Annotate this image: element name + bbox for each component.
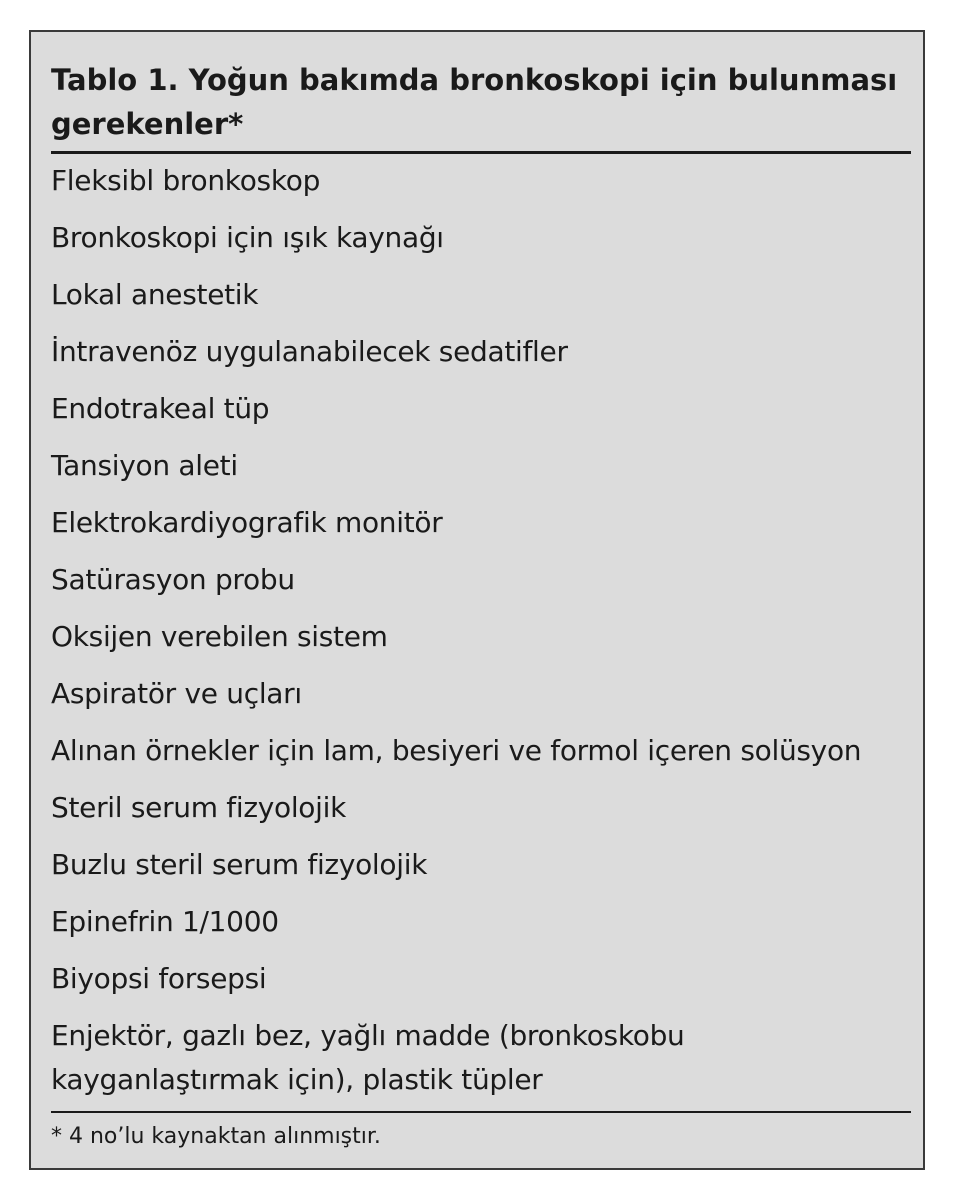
list-item: Epinefrin 1/1000 [51, 905, 279, 938]
list-item: Endotrakeal tüp [51, 392, 270, 425]
list-item: Alınan örnekler için lam, besiyeri ve formol içeren solüsyon [51, 734, 862, 767]
footnote: * 4 no’lu kaynaktan alınmıştır. [51, 1124, 381, 1149]
list-item: Aspiratör ve uçları [51, 677, 302, 710]
table-title: Tablo 1. Yoğun bakımda bronkoskopi için bulunması gerekenler* [51, 63, 898, 141]
list-item: Biyopsi forsepsi [51, 962, 267, 995]
list-item: Bronkoskopi için ışık kaynağı [51, 221, 444, 254]
list-item: Lokal anestetik [51, 278, 259, 311]
list-item: Tansiyon aleti [51, 449, 238, 482]
list-item: Satürasyon probu [51, 563, 295, 596]
list-item: Elektrokardiyografik monitör [51, 506, 443, 539]
list-item: Oksijen verebilen sistem [51, 620, 388, 653]
equipment-table [29, 30, 925, 1170]
list-item: İntravenöz uygulanabilecek sedatifler [51, 335, 568, 368]
list-item: Buzlu steril serum fizyolojik [51, 848, 428, 881]
list-item: Enjektör, gazlı bez, yağlı madde (bronkoskobu kayganlaştırmak için), plastik tüpler [51, 1019, 685, 1096]
equipment-list [51, 159, 921, 1102]
title-divider [51, 151, 911, 154]
list-item: Steril serum fizyolojik [51, 791, 347, 824]
footnote-divider [51, 1111, 911, 1113]
list-item: Fleksibl bronkoskop [51, 164, 321, 197]
